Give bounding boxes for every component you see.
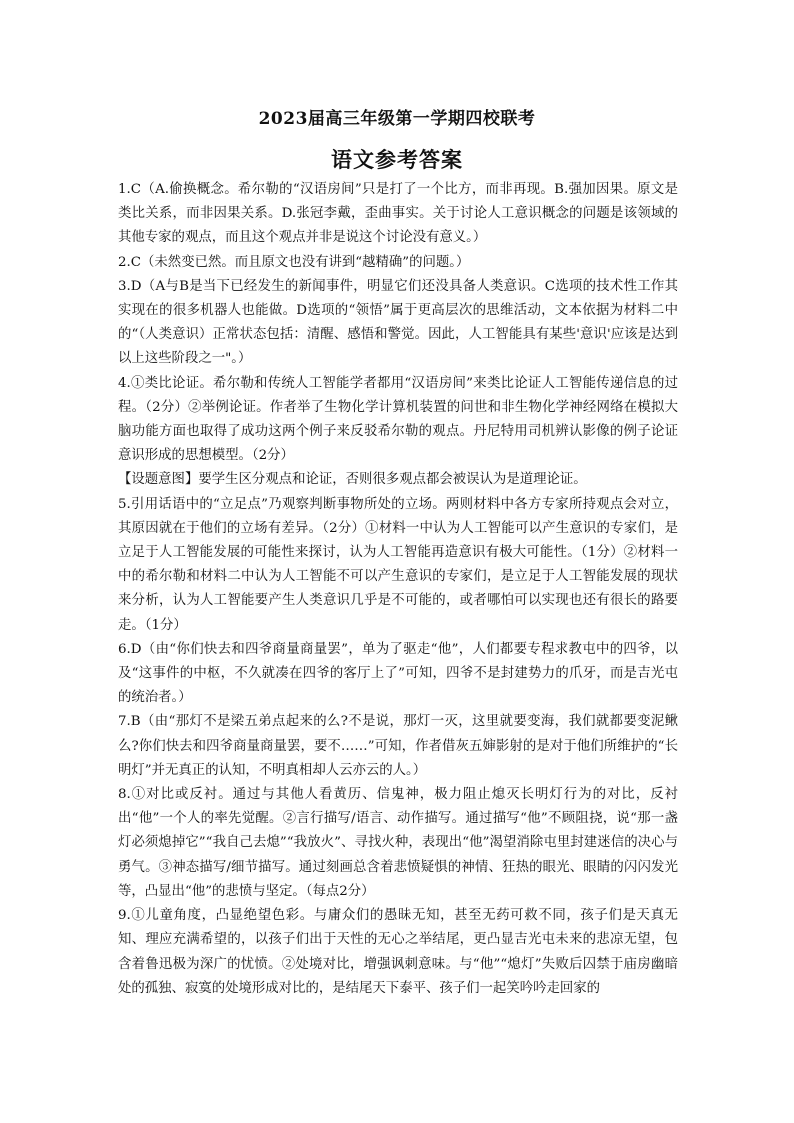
design-intent-note: 【设题意图】要学生区分观点和论证，否则很多观点都会被误认为是道理论证。 (118, 472, 587, 488)
answer-item-3: 3.D（A与B是当下已经发生的新闻事件，明显它们还没具备人类意识。C选项的技术性工作其实现在的很多机器人也能做。D选项的“领悟”属于更高层次的思维活动，文本依据为材料二中的“（人类意识）正常状态包括：清醒、感悟和警觉。因此，人工智能具有某些'意识'应该是达到以上这些阶段之一"。） (118, 278, 678, 367)
answer-item-9: 9.①儿童角度，凸显绝望色彩。与庸众们的愚昧无知，甚至无药可救不同，孩子们是天真无知、理应充满希望的，以孩子们出于天性的无心之举结尾，更凸显吉光屯未来的悲凉无望，包含着鲁迅极为深广的忧愤。②处境对比，增强讽刺意味。与“他”“熄灯”失败后囚禁于庙房幽暗处的孤独、寂寞的处境形成对比的，是结尾天下泰平、孩子们一起笑吟吟走回家的 (118, 908, 678, 996)
answer-item-1: 1.C（A.偷换概念。希尔勒的“汉语房间”只是打了一个比方，而非再现。B.强加因果。原文是类比关系，而非因果关系。D.张冠李戴，歪曲事实。关于讨论人工意识概念的问题是该领域的其他专家的观点，而且这个观点并非是说这个讨论没有意义。） (118, 182, 678, 246)
answer-body (118, 178, 678, 1001)
exam-title: 2023届高三年级第一学期四校联考 (258, 109, 536, 129)
answer-item-7: 7.B（由“那灯不是梁五弟点起来的么?不是说，那灯一灭，这里就要变海，我们就都要变泥鳅么?你们快去和四爷商量商量罢，要不……”可知，作者借灰五婶影射的是对于他们所维护的“长明灯”并无真正的认知，不明真相却人云亦云的人。） (118, 714, 678, 778)
answer-item-8: 8.①对比或反衬。通过与其他人看黄历、信鬼神，极力阻止熄灭长明灯行为的对比，反衬出“他”一个人的率先觉醒。②言行描写/语言、动作描写。通过描写“他”不顾阻挠，说“那一盏灯必须熄掉它”“我自己去熄”“我放火”、寻找火种，表现出“他”渴望消除屯里封建迷信的决心与勇气。③神态描写/细节描写。通过刻画总含着悲愤疑惧的神情、狂热的眼光、眼睛的闪闪发光等，凸显出“他”的悲愤与坚定。（每点2分） (118, 787, 678, 899)
answer-item-6: 6.D（由“你们快去和四爷商量商量罢”，单为了驱走“他”，人们都要专程求教屯中的四爷，以及“这事件的中枢，不久就凑在四爷的客厅上了”可知，四爷不是封建势力的爪牙，而是吉光屯的统治者。） (118, 641, 678, 706)
answer-item-4: 4.①类比论证。希尔勒和传统人工智能学者都用“汉语房间”来类比论证人工智能传递信息的过程。（2分）②举例论证。作者举了生物化学计算机装置的问世和非生物化学神经网络在模拟大脑功能方面也取得了成功这两个例子来反驳希尔勒的观点。丹尼特用司机辨认影像的例子论证意识形成的思想模型。（2分） (118, 375, 678, 464)
answer-item-2: 2.C（未然变已然。而且原文也没有讲到“越精确”的问题。） (118, 254, 470, 270)
answer-key-heading: 语文参考答案 (331, 147, 463, 172)
answer-item-5: 5.引用话语中的“立足点”乃观察判断事物所处的立场。两则材料中各方专家所持观点会对立，其原因就在于他们的立场有差异。（2分）①材料一中认为人工智能可以产生意识的专家们，是立足于人工智能发展的可能性来探讨，认为人工智能再造意识有极大可能性。（1分）②材料一中的希尔勒和材料二中认为人工智能不可以产生意识的专家们，是立足于人工智能发展的现状来分析，认为人工智能要产生人类意识几乎是不可能的，或者哪怕可以实现也还有很长的路要走。（1分） (118, 496, 678, 633)
